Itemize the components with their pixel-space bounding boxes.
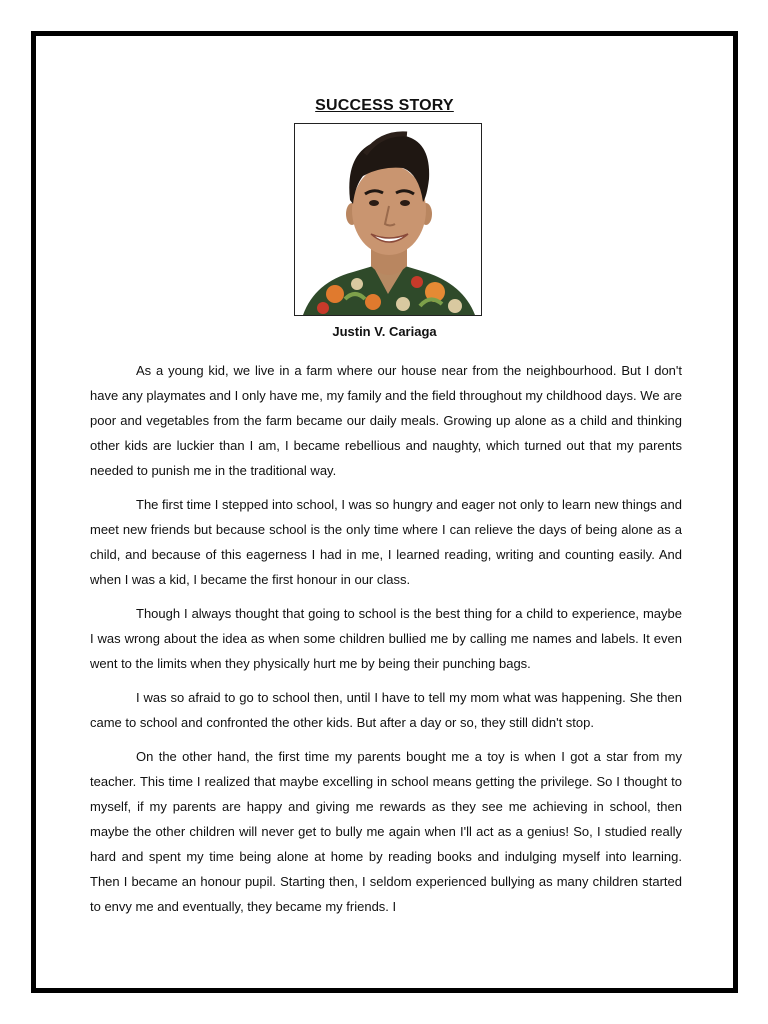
photo-caption: Justin V. Cariaga	[332, 324, 437, 339]
paragraph: On the other hand, the first time my parents bought me a toy is when I got a star from my teacher. This time I realized that maybe excelling in school means getting the privilege. So I thought to myself, if my parents are happy and giving me rewards as they see me achieving in school, then maybe the other children will never get to bully me again when I'll act as a genius! So, I studied really hard and spent my time being alone at home by reading books and indulging myself into learning. Then I became an honour pupil. Starting then, I seldom experienced bullying as many children started to envy me and eventually, they became my friends. I	[90, 749, 682, 914]
document-title: SUCCESS STORY	[315, 97, 454, 114]
page-frame	[31, 31, 738, 993]
portrait-photo	[294, 123, 482, 316]
paragraph: I was so afraid to go to school then, until I have to tell my mom what was happening. She then came to school and confronted the other kids. But after a day or so, they still didn't stop.	[90, 690, 682, 730]
paragraph: The first time I stepped into school, I was so hungry and eager not only to learn new things and meet new friends but because school is the only time where I can relieve the days of being alone as a child, and because of this eagerness I had in me, I learned reading, writing and counting easily. And when I was a kid, I became the first honour in our class.	[90, 497, 682, 587]
paragraph: As a young kid, we live in a farm where our house near from the neighbourhood. But I don't have any playmates and I only have me, my family and the field throughout my childhood days. We are poor and vegetables from the farm became our daily meals. Growing up alone as a child and thinking other kids are luckier than I am, I became rebellious and naughty, which turned out that my parents needed to punish me in the traditional way.	[90, 363, 682, 478]
portrait-image	[295, 124, 481, 315]
story-body	[90, 358, 682, 928]
paragraph: Though I always thought that going to school is the best thing for a child to experience, maybe I was wrong about the idea as when some children bullied me by calling me names and labels. It even went to the limits when they physically hurt me by being their punching bags.	[90, 606, 682, 671]
